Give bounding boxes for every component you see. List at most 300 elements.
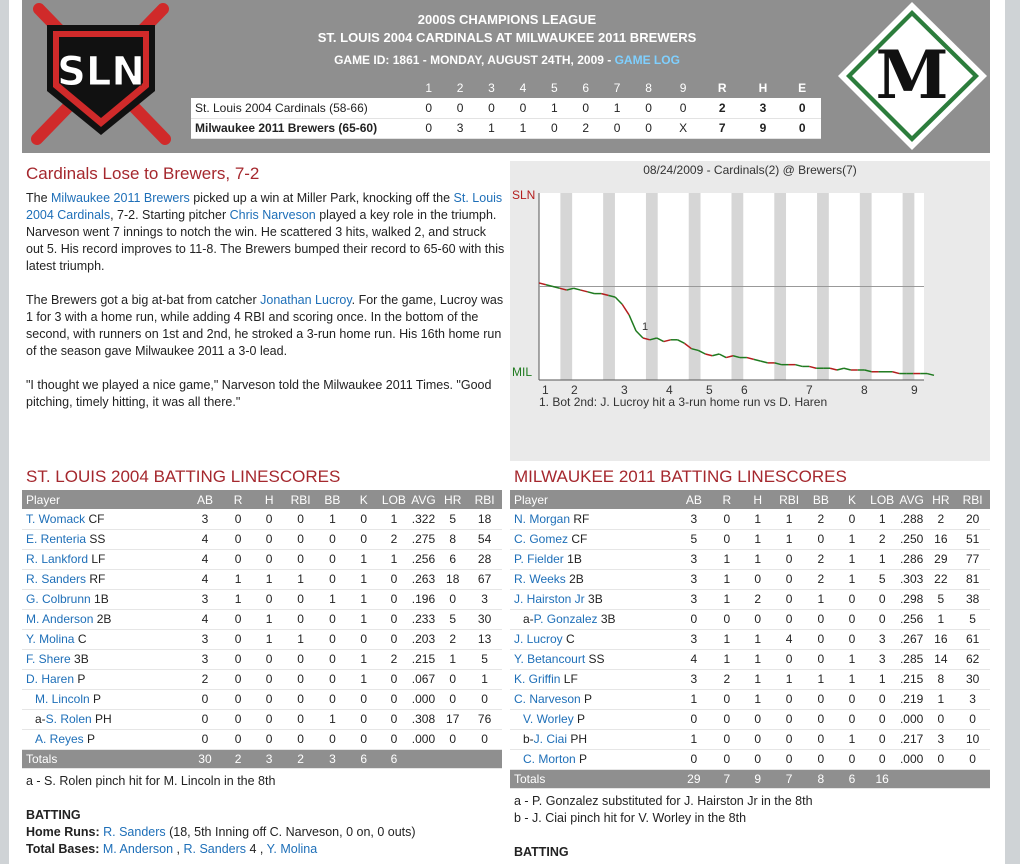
totals-cell: 2 [223,749,254,768]
player-cell [510,649,676,669]
stat-cell: 1 [773,669,805,689]
tb-label: Total Bases: [26,842,100,856]
stat-cell: .196 [409,589,439,609]
stat-cell: 0 [867,729,896,749]
text: picked up a win at Miller Park, knocking off the [189,191,454,205]
stat-cell: 1 [223,569,254,589]
stat-cell: 0 [187,709,222,729]
stat-cell: 1 [285,569,317,589]
stat-cell: 0 [867,749,896,769]
linescore-team: St. Louis 2004 Cardinals (58-66) [191,98,413,118]
wp-top-label: SLN [512,188,536,202]
linescore-team: Milwaukee 2011 Brewers (65-60) [191,118,413,138]
totals-cell: 7 [773,769,805,788]
stat-cell: 0 [348,689,379,709]
player-cell [510,509,676,529]
player-cell [22,689,187,709]
linescore-col-header: 7 [601,78,632,98]
player-position: 2B [565,572,584,586]
stat-cell: 0 [317,669,349,689]
cardinals-logo [25,3,177,149]
stat-cell: 62 [955,649,990,669]
table-row [510,509,990,529]
stat-cell: 38 [955,589,990,609]
wp-chart-note: 1. Bot 2nd: J. Lucroy hit a 3-run home run vs D. Haren [539,395,828,409]
batting-col-header: RBI [467,490,502,509]
linescore-cell: 0 [444,98,475,118]
table-row [510,669,990,689]
player-position: C [74,632,87,646]
stat-cell: 0 [254,509,285,529]
player-position: 3B [597,612,616,626]
totals-cell: Totals [510,769,676,788]
table-row [510,609,990,629]
batting-col-header: AVG [897,490,927,509]
player-link[interactable]: F. Shere [26,652,71,666]
stat-cell: .285 [897,649,927,669]
player-link[interactable]: J. Hairston Jr [514,592,585,606]
linescore-cell: X [664,118,702,138]
wp-chart-title: 08/24/2009 - Cardinals(2) @ Brewers(7) [643,163,857,177]
player-link[interactable]: R. Lankford [26,552,89,566]
player-cell [22,629,187,649]
table-row [22,509,502,529]
stat-cell: 0 [317,729,349,749]
stat-cell: 1 [867,549,896,569]
stat-cell: 0 [438,589,467,609]
stat-cell: 1 [348,549,379,569]
player-cell [22,569,187,589]
stat-cell: 14 [926,649,955,669]
linescore-row [191,98,821,118]
stat-cell: 0 [223,689,254,709]
stat-cell: 0 [317,629,349,649]
player-cell [22,589,187,609]
stat-cell: 0 [676,749,711,769]
wp-inning-tick: 8 [861,383,868,397]
win-probability-chart [510,183,990,413]
tb-player-link[interactable]: M. Anderson [102,842,174,856]
stat-cell: 0 [379,729,409,749]
linescore-col-header: 9 [664,78,702,98]
stat-cell: 0 [805,629,837,649]
batting-col-header: Player [22,490,187,509]
stat-cell: 1 [379,549,409,569]
stat-cell: 0 [773,649,805,669]
batting-col-header: BB [317,490,349,509]
stat-cell: 3 [187,649,222,669]
stat-cell: 3 [676,669,711,689]
stat-cell: .303 [897,569,927,589]
away-batting-table [22,490,502,769]
player-link[interactable]: C. Gomez [514,532,569,546]
totals-cell: 6 [348,749,379,768]
player-link[interactable]: R. Weeks [514,572,566,586]
player-link[interactable]: C. Morton [523,752,576,766]
linescore-cell: 0 [507,98,538,118]
narveson-link[interactable]: Chris Narveson [229,208,316,222]
tb-player-link[interactable]: Y. Molina [266,842,318,856]
stat-cell: 0 [805,689,837,709]
stat-cell: 0 [805,529,837,549]
player-position: SS [86,532,106,546]
totals-cell: 3 [317,749,349,768]
stat-cell: .000 [409,729,439,749]
linescore-col-header: 8 [633,78,664,98]
table-row [510,729,990,749]
player-cell [22,549,187,569]
totals-cell: 7 [711,769,742,788]
player-link[interactable]: S. Rolen [45,712,92,726]
stat-cell: 0 [348,629,379,649]
wp-inning-tick: 9 [911,383,918,397]
stat-cell: 1 [837,729,868,749]
stat-cell: 1 [742,689,773,709]
player-link[interactable]: Y. Molina [26,632,75,646]
stat-cell: 81 [955,569,990,589]
linescore-col-header: 6 [570,78,601,98]
brewers-logo [835,0,990,152]
player-position: CF [568,532,588,546]
stat-cell: 1 [317,589,349,609]
stat-cell: 0 [254,729,285,749]
stat-cell: 1 [742,549,773,569]
stat-cell: 0 [348,709,379,729]
stat-cell: 18 [438,569,467,589]
player-link[interactable]: M. Anderson [26,612,94,626]
left-logo-text: SLN [57,49,145,95]
stat-cell: 0 [379,609,409,629]
stat-cell: 1 [773,509,805,529]
stat-cell: 0 [711,609,742,629]
away-batting-notes [26,773,506,858]
player-link[interactable]: N. Morgan [514,511,571,526]
batting-col-header: RBI [955,490,990,509]
stat-cell: 0 [285,729,317,749]
table-row [510,749,990,769]
stat-cell: 30 [467,609,502,629]
player-cell [510,729,676,749]
linescore-cell: 2 [570,118,601,138]
stat-cell: 1 [467,669,502,689]
player-cell [22,649,187,669]
story-headline: Cardinals Lose to Brewers, 7-2 [26,164,260,183]
stat-cell: 3 [867,649,896,669]
table-row [510,649,990,669]
linescore-cell: 0 [633,98,664,118]
table-row [510,589,990,609]
player-position: C [562,632,575,646]
player-link[interactable]: J. Ciai [533,732,568,746]
stat-cell: 0 [379,689,409,709]
linescore-cell: 1 [476,118,507,138]
stat-cell: 0 [773,729,805,749]
stat-cell: 1 [254,629,285,649]
stat-cell: 1 [317,509,349,529]
stat-cell: 0 [676,609,711,629]
stat-cell: 0 [254,709,285,729]
player-position: P [575,752,588,766]
stat-cell: 0 [254,649,285,669]
player-link[interactable]: P. Gonzalez [533,612,598,626]
stat-cell: 1 [837,649,868,669]
stat-cell: 0 [805,729,837,749]
stat-cell: 8 [926,669,955,689]
table-row [22,529,502,549]
lucroy-link[interactable]: Jonathan Lucroy [260,293,352,307]
player-link[interactable]: P. Fielder [514,552,564,566]
stat-cell: 0 [773,749,805,769]
player-cell [510,589,676,609]
game-id [202,53,812,67]
home-note-a: a - P. Gonzalez substituted for J. Hairston Jr in the 8th [514,794,813,808]
player-link[interactable]: G. Colbrunn [26,592,91,606]
stat-cell: 0 [317,649,349,669]
stat-cell: 16 [926,629,955,649]
stat-cell: 0 [438,669,467,689]
stat-cell: 4 [187,549,222,569]
stat-cell: .275 [409,529,439,549]
table-row [22,649,502,669]
player-link[interactable]: C. Narveson [514,692,581,706]
stat-cell: 76 [467,709,502,729]
stat-cell: 4 [773,629,805,649]
player-cell [22,709,187,729]
stat-cell: 0 [955,709,990,729]
stat-cell: 0 [867,589,896,609]
stat-cell: 0 [926,709,955,729]
away-note-a: a - S. Rolen pinch hit for M. Lincoln in the 8th [26,774,276,788]
stat-cell: 0 [223,649,254,669]
stat-cell: 0 [317,609,349,629]
linescore-cell: 0 [539,118,570,138]
stat-cell: 0 [711,729,742,749]
wp-event-marker: 1 [641,321,649,334]
player-link[interactable]: V. Worley [523,712,574,726]
linescore-cell: 0 [413,118,444,138]
totals-cell: 8 [805,769,837,788]
stat-cell: 0 [379,569,409,589]
stat-cell: .256 [897,609,927,629]
cardinals-team-link[interactable]: St. Louis 2004 Cardinals [26,191,503,222]
stat-cell: 0 [285,529,317,549]
table-row [510,569,990,589]
player-link[interactable]: D. Haren [26,672,75,686]
brewers-team-link[interactable]: Milwaukee 2011 Brewers [51,191,190,205]
player-cell [510,609,676,629]
stat-cell: 0 [285,689,317,709]
stat-cell: .217 [897,729,927,749]
stat-cell: 0 [805,609,837,629]
player-position: LF [88,552,106,566]
table-row [22,609,502,629]
stat-cell: 30 [955,669,990,689]
stat-cell: 4 [676,649,711,669]
stat-cell: 0 [837,749,868,769]
stat-cell: 0 [837,709,868,729]
stat-cell: 0 [348,509,379,529]
stat-cell: 1 [837,549,868,569]
player-position: 3B [584,592,603,606]
stat-cell: 0 [742,709,773,729]
batting-col-header: H [254,490,285,509]
stat-cell: 28 [467,549,502,569]
stat-cell: 1 [348,569,379,589]
stat-cell: 0 [187,689,222,709]
player-link[interactable]: E. Renteria [26,532,87,546]
stat-cell: .215 [897,669,927,689]
player-link[interactable]: K. Griffin [514,672,561,686]
stat-cell: 0 [285,609,317,629]
wp-inning-tick: 5 [706,383,713,397]
linescore-col-header: H [743,78,784,98]
stat-cell: 0 [254,669,285,689]
stat-cell: 1 [742,669,773,689]
wp-inning-tick: 6 [741,383,748,397]
stat-cell: 8 [438,529,467,549]
stat-cell: .288 [897,509,927,529]
home-batting-title: MILWAUKEE 2011 BATTING LINESCORES [514,467,847,486]
totals-cell: Totals [22,749,187,768]
table-row [510,629,990,649]
stat-cell: 3 [676,549,711,569]
stat-cell: 4 [187,609,222,629]
totals-cell [897,769,927,788]
stat-cell: 0 [317,689,349,709]
stat-cell: 0 [438,729,467,749]
stat-cell: 0 [223,549,254,569]
stat-cell: 1 [254,569,285,589]
player-link[interactable]: J. Lucroy [514,632,563,646]
stat-cell: .000 [897,709,927,729]
stat-cell: 0 [773,549,805,569]
batting-col-header: R [223,490,254,509]
stat-cell: 29 [926,549,955,569]
wp-inning-tick: 2 [571,383,578,397]
player-cell [510,529,676,549]
stat-cell: 1 [805,589,837,609]
player-position: LF [560,672,578,686]
linescore-table [191,78,821,139]
stat-cell: 1 [926,609,955,629]
stat-cell: 0 [711,689,742,709]
player-link[interactable]: R. Sanders [26,572,87,586]
game-log-link[interactable]: GAME LOG [614,53,680,67]
linescore-cell: 9 [743,118,784,138]
stat-cell: 18 [467,509,502,529]
stat-cell: 2 [742,589,773,609]
stat-cell: 0 [467,689,502,709]
totals-cell: 2 [285,749,317,768]
stat-cell: 0 [254,689,285,709]
right-logo-text: M [875,36,949,114]
wp-inning-tick: 7 [806,383,813,397]
page [9,0,1005,864]
batting-col-header: LOB [379,490,409,509]
linescore-col-header: 1 [413,78,444,98]
matchup-title: ST. LOUIS 2004 CARDINALS AT MILWAUKEE 2011 BREWERS [317,30,697,45]
stat-cell: 1 [837,569,868,589]
stat-cell: 0 [742,729,773,749]
home-note-b: b - J. Ciai pinch hit for V. Worley in the 8th [514,811,747,825]
stat-cell: 0 [805,649,837,669]
linescore-cell: 0 [570,98,601,118]
stat-cell: 2 [867,529,896,549]
player-link[interactable]: T. Womack [26,511,86,526]
stat-cell: 1 [348,589,379,609]
stat-cell: 0 [711,749,742,769]
table-row [510,549,990,569]
stat-cell: 0 [223,709,254,729]
text: . For the game, Lucroy was 1 for 3 with a home run, while adding 4 RBI and scoring once. In the bottom of the second, with runners on 1st and 2nd, he stroked a 3-run home run. His 16th home run of the season gave Milwaukee 2011 a 3-0 lead. [26,293,504,358]
stat-cell: .298 [897,589,927,609]
stat-cell: .215 [409,649,439,669]
stat-cell: 1 [867,509,896,529]
stat-cell: 0 [926,749,955,769]
batting-col-header: HR [438,490,467,509]
stat-cell: 1 [379,509,409,529]
linescore-cell: 0 [413,98,444,118]
player-link[interactable]: Y. Betancourt [514,652,586,666]
player-cell [22,509,187,529]
stat-cell: 0 [773,609,805,629]
player-position: P [580,692,593,706]
table-row [510,529,990,549]
stat-cell: 0 [223,669,254,689]
stat-cell: 22 [926,569,955,589]
wp-inning-tick: 3 [621,383,628,397]
linescore-cell: 1 [539,98,570,118]
player-position: P [74,672,86,686]
stat-cell: 5 [926,589,955,609]
stat-cell: 3 [467,589,502,609]
stat-cell: 3 [926,729,955,749]
text: The [26,191,52,205]
stat-cell: 1 [676,729,711,749]
tb-player-link[interactable]: R. Sanders [183,842,247,856]
player-link[interactable]: M. Lincoln [35,692,90,706]
hr-label: Home Runs: [26,825,100,839]
stat-cell: 1 [317,709,349,729]
table-row [22,729,502,749]
stat-cell: 0 [742,749,773,769]
player-link[interactable]: A. Reyes [35,732,84,746]
away-batting-title: ST. LOUIS 2004 BATTING LINESCORES [26,467,341,486]
stat-cell: 0 [223,729,254,749]
stat-cell: 0 [285,509,317,529]
linescore-col-header: 2 [444,78,475,98]
batting-col-header: LOB [867,490,896,509]
win-probability-panel [510,161,990,461]
stat-cell: 3 [676,509,711,529]
totals-cell: 6 [379,749,409,768]
linescore-cell: 0 [664,98,702,118]
stat-cell: 0 [285,549,317,569]
player-cell [22,529,187,549]
stat-cell: 1 [867,669,896,689]
story-paragraph-1 [26,190,506,275]
hr-player-link[interactable]: R. Sanders [103,825,166,839]
stat-cell: 2 [805,569,837,589]
stat-cell: .250 [897,529,927,549]
stat-cell: 1 [711,589,742,609]
player-cell [510,569,676,589]
linescore-cell: 1 [507,118,538,138]
stat-cell: 1 [742,529,773,549]
stat-cell: 0 [285,709,317,729]
stat-cell: 1 [348,649,379,669]
stat-cell: 0 [348,529,379,549]
